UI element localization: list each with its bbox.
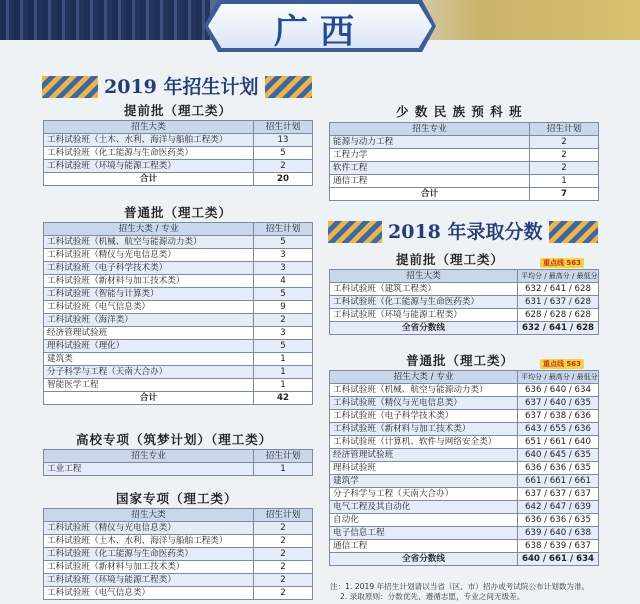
table-row: 工科试验班（精仪与光电信息类） 637 / 640 / 635: [330, 397, 599, 410]
table-row: 工科试验班（化工能源与生命医药类） 2: [44, 548, 313, 561]
scores-general-title: 普通批（理工类）: [406, 353, 515, 368]
table-row: 工科试验班（环境与能源工程类） 628 / 628 / 628: [330, 309, 599, 322]
table-row: 工科试验班（机械、航空与能源动力类） 636 / 640 / 634: [330, 384, 599, 397]
plan-2019-title: 2019 年招生计划: [98, 72, 265, 102]
table-row: 工科试验班（环境与能源工程类） 2: [44, 160, 313, 173]
table-row: 工科试验班（电子科学技术类） 637 / 638 / 636: [330, 410, 599, 423]
table-row: 工科试验班（电气信息类） 2: [44, 587, 313, 600]
footnote-2: 2. 录取原则：分数优先、遵循志愿，专业之间无级差。: [340, 592, 525, 601]
table-row: 工科试验班（土木、水利、海洋与船舶工程类） 13: [44, 134, 313, 147]
table-row: 通信工程 638 / 639 / 637: [330, 540, 599, 553]
plan-2019-heading: [42, 72, 312, 102]
table-total-row: 合计 42: [44, 392, 313, 405]
scores-general-table: 招生大类 / 专业 平均分 / 最高分 / 最低分 工科试验班（机械、航空与能源动力类） 636 / 640 / 634 工科试验班（精仪与光电信息类） 637 / 640 / 635 工科试验班（电子科学技术类） 637 / 638 / 636 工科试验班（新材料与加工技术类） 643 / 655 / 636 工科试验班（计算机、软件与网络安全类） 651 / 661 / 640 经济管理试验班 640 / 645 / 635 理科试验班 636 / 636 / 635 建筑学 661 / 661 / 661 分子科学与工程（天南大合办） 637 / 637 / 637 电气工程及其自动化 642 / 647 / 639 自动化 636 / 636 / 635 电子信息工程 639 / 640 / 638 通信工程 638 / 639 / 637 全省分数线 640 / 661 / 634: [329, 370, 599, 566]
plan-early-table: 招生大类 招生计划 工科试验班（土木、水利、海洋与船舶工程类） 13 工科试验班（化工能源与生命医药类） 5 工科试验班（环境与能源工程类） 2 合计 20: [43, 120, 313, 186]
table-row: 工科试验班（智能与计算类） 5: [44, 288, 313, 301]
scores-2018-heading: [328, 217, 598, 247]
table-row: 工业工程 1: [44, 463, 313, 476]
table-row: 工科试验班（海洋类） 2: [44, 314, 313, 327]
plan-school-special-table: 招生专业 招生计划 工业工程 1: [43, 449, 313, 476]
table-row: 工科试验班（电气信息类） 9: [44, 301, 313, 314]
plan-national-special-title: 国家专项（理工类）: [116, 491, 238, 506]
scores-early-table: 招生大类 平均分 / 最高分 / 最低分 工科试验班（建筑工程类） 632 / 641 / 628 工科试验班（化工能源与生命医药类） 631 / 637 / 628 工科试验班（环境与能源工程类） 628 / 628 / 628 全省分数线 632 / 641 / 628: [329, 269, 599, 335]
table-row: 电气工程及其自动化 642 / 647 / 639: [330, 501, 599, 514]
table-row: 工科试验班（精仪与光电信息类） 2: [44, 522, 313, 535]
table-row: 分子科学与工程（天南大合办） 1: [44, 366, 313, 379]
table-row: 能源与动力工程 2: [330, 136, 599, 149]
table-row: 工科试验班（环境与能源工程类） 2: [44, 574, 313, 587]
table-total-row: 全省分数线 640 / 661 / 634: [330, 553, 599, 566]
header-stripes: [0, 0, 210, 40]
table-row: 电子信息工程 639 / 640 / 638: [330, 527, 599, 540]
province-banner: [204, 0, 436, 58]
table-row: 工程力学 2: [330, 149, 599, 162]
table-row: 工科试验班（电子科学技术类） 3: [44, 262, 313, 275]
plan-national-special-table: 招生大类 招生计划 工科试验班（精仪与光电信息类） 2 工科试验班（土木、水利、海洋与船舶工程类） 2 工科试验班（化工能源与生命医药类） 2 工科试验班（新材料与加工技术类） 2 工科试验班（环境与能源工程类） 2 工科试验班（电气信息类） 2: [43, 508, 313, 600]
table-row: 工科试验班（精仪与光电信息类） 3: [44, 249, 313, 262]
table-row: 分子科学与工程（天南大合办） 637 / 637 / 637: [330, 488, 599, 501]
province-title: 广西: [274, 12, 366, 52]
plan-general-table: 招生大类 / 专业 招生计划 工科试验班（机械、航空与能源动力类） 5 工科试验班（精仪与光电信息类） 3 工科试验班（电子科学技术类） 3 工科试验班（新材料与加工技术类） 4 工科试验班（智能与计算类） 5 工科试验班（电气信息类） 9 工科试验班（海洋类） 2 经济管理试验班 3 理科试验班（理化） 5 建筑类 1 分子科学与工程（天南大合办） 1 智能医学工程 1 合计 42: [43, 222, 313, 405]
scores-early-badge: 重点线 563: [540, 258, 584, 268]
table-row: 工科试验班（计算机、软件与网络安全类） 651 / 661 / 640: [330, 436, 599, 449]
plan-general-title: 普通批（理工类）: [124, 205, 233, 220]
table-row: 建筑学 661 / 661 / 661: [330, 475, 599, 488]
table-row: 工科试验班（化工能源与生命医药类） 631 / 637 / 628: [330, 296, 599, 309]
plan-minority-table: 招生专业 招生计划 能源与动力工程 2 工程力学 2 软件工程 2 通信工程 1 合计 7: [329, 122, 599, 201]
scores-early-title: 提前批（理工类）: [396, 252, 505, 267]
plan-school-special-title: 高校专项（筑梦计划）（理工类）: [76, 432, 273, 447]
plan-early-title: 提前批（理工类）: [124, 103, 233, 118]
table-row: 自动化 636 / 636 / 635: [330, 514, 599, 527]
table-row: 经济管理试验班 3: [44, 327, 313, 340]
table-row: 智能医学工程 1: [44, 379, 313, 392]
table-row: 理科试验班 636 / 636 / 635: [330, 462, 599, 475]
table-row: 工科试验班（化工能源与生命医药类） 5: [44, 147, 313, 160]
table-row: 通信工程 1: [330, 175, 599, 188]
table-row: 经济管理试验班 640 / 645 / 635: [330, 449, 599, 462]
table-row: 工科试验班（机械、航空与能源动力类） 5: [44, 236, 313, 249]
table-row: 工科试验班（新材料与加工技术类） 2: [44, 561, 313, 574]
table-row: 建筑类 1: [44, 353, 313, 366]
table-total-row: 合计 7: [330, 188, 599, 201]
scores-general-badge: 重点线 563: [540, 359, 584, 369]
table-total-row: 合计 20: [44, 173, 313, 186]
footnote-1: 注：1. 2019 年招生计划请以当省（区、市）招办或考试院公布计划数为准。: [330, 582, 590, 591]
table-row: 理科试验班（理化） 5: [44, 340, 313, 353]
plan-minority-title: 少 数 民 族 预 科 班: [396, 104, 523, 119]
table-row: 工科试验班（新材料与加工技术类） 4: [44, 275, 313, 288]
footnotes: [330, 582, 636, 602]
table-total-row: 全省分数线 632 / 641 / 628: [330, 322, 599, 335]
table-row: 工科试验班（建筑工程类） 632 / 641 / 628: [330, 283, 599, 296]
table-row: 工科试验班（新材料与加工技术类） 643 / 655 / 636: [330, 423, 599, 436]
scores-2018-title: 2018 年录取分数: [382, 217, 549, 247]
table-row: 工科试验班（土木、水利、海洋与船舶工程类） 2: [44, 535, 313, 548]
table-row: 软件工程 2: [330, 162, 599, 175]
